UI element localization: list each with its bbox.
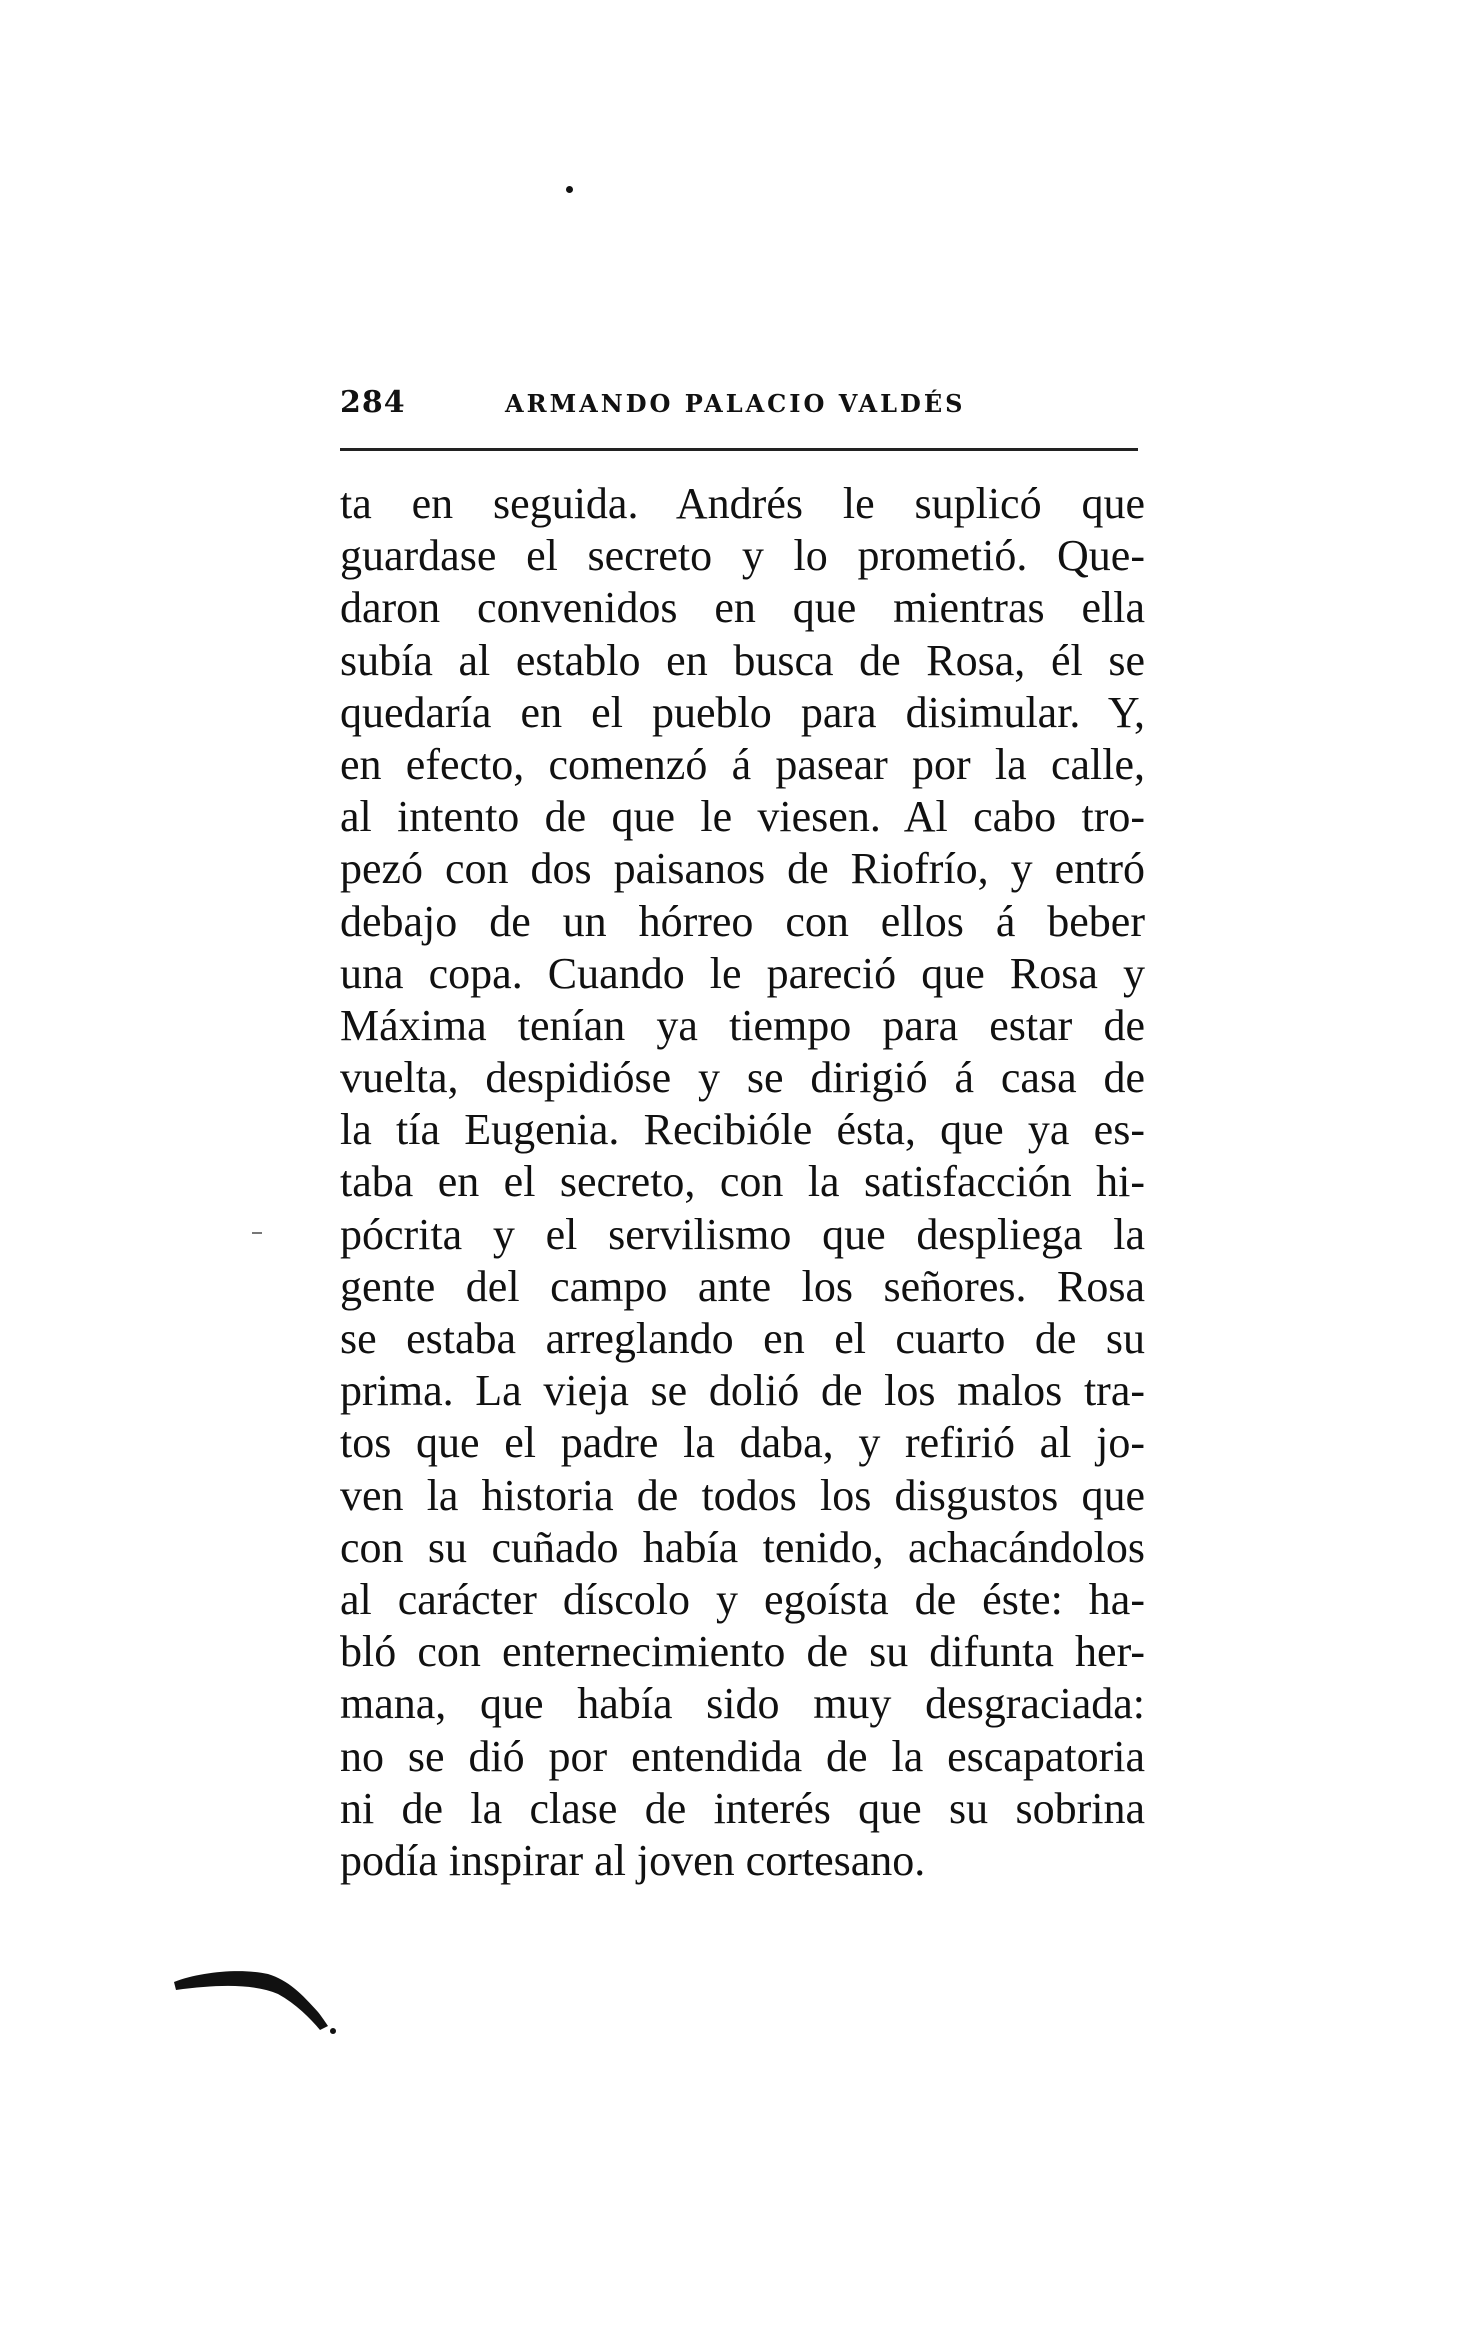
text-line: prima. La vieja se dolió de los malos tra- [340,1366,1145,1416]
text-line: una copa. Cuando le pareció que Rosa y [340,948,1145,998]
text-line: taba en el secreto, con la satisfacción hi- [340,1157,1145,1207]
text-line: debajo de un hórreo con ellos á beber [340,896,1145,946]
text-line: mana, que había sido muy desgraciada: [340,1679,1145,1729]
page-number: 284 [340,385,406,420]
text-line: podía inspirar al joven cortesano. [340,1835,926,1885]
text-line: ta en seguida. Andrés le suplicó que [340,479,1145,528]
text-line: Máxima tenían ya tiempo para estar de [340,1000,1145,1050]
text-line: en efecto, comenzó á pasear por la calle, [340,739,1145,789]
ink-speck [566,186,573,193]
header-rule [340,448,1138,451]
text-line: con su cuñado había tenido, achacándolos [340,1522,1145,1572]
text-line: guardase el secreto y lo prometió. Que- [340,531,1145,581]
text-line: ven la historia de todos los disgustos que [340,1470,1145,1520]
text-line: la tía Eugenia. Recibióle ésta, que ya es- [340,1105,1145,1155]
text-line: al intento de que le viesen. Al cabo tro- [340,792,1145,842]
ink-mark [170,1960,340,2040]
text-line: pócrita y el servilismo que despliega la [340,1209,1145,1259]
body-text [340,478,1145,1887]
text-line: gente del campo ante los señores. Rosa [340,1261,1145,1311]
text-line: ni de la clase de interés que su sobrina [340,1783,1145,1833]
text-line: se estaba arreglando en el cuarto de su [340,1314,1145,1363]
text-line: pezó con dos paisanos de Riofrío, y entró [340,844,1145,894]
text-line: quedaría en el pueblo para disimular. Y, [340,687,1145,737]
text-line: no se dió por entendida de la escapatoria [340,1731,1145,1781]
text-line: al carácter díscolo y egoísta de éste: ha- [340,1574,1145,1624]
running-head [340,385,1140,425]
text-line: subía al establo en busca de Rosa, él se [340,635,1145,685]
text-line: vuelta, despidióse y se dirigió á casa de [340,1053,1145,1103]
text-line: daron convenidos en que mientras ella [340,583,1145,633]
text-line: bló con enternecimiento de su difunta her- [340,1627,1145,1677]
text-line: tos que el padre la daba, y refirió al jo- [340,1418,1145,1468]
running-title: ARMANDO PALACIO VALDÉS [505,389,966,418]
margin-tick [252,1232,262,1234]
